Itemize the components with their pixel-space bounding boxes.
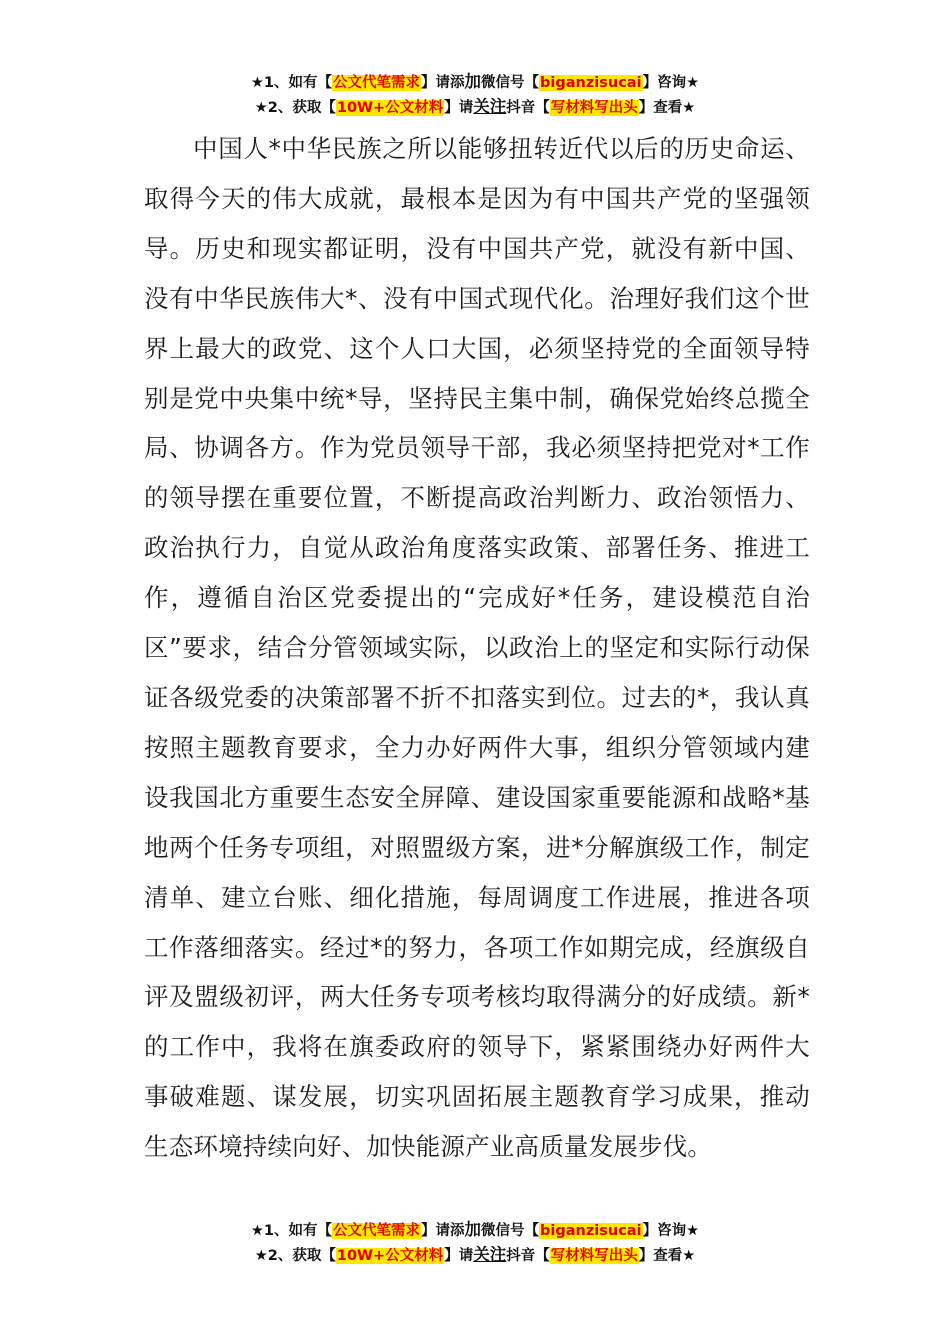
promo-line-2-mid2: 抖音【 (506, 1248, 550, 1264)
promo-line-1-suffix: 】咨询★ (642, 1223, 700, 1239)
document-body-paragraph: 中国人*中华民族之所以能够扭转近代以后的历史命运、取得今天的伟大成就，最根本是因为有中国共产党的坚强领导。历史和现实都证明，没有中国共产党，就没有新中国、没有中华民族伟大*、没有中国式现代化。治理好我们这个世界上最大的政党、这个人口大国，必须坚持党的全面领导特别是党中央集中统*导，坚持民主集中制，确保党始终总揽全局、协调各方。作为党员领导干部，我必须坚持把党对*工作的领导摆在重要位置，不断提高政治判断力、政治领悟力、政治执行力，自觉从政治角度落实政策、部署任务、推进工作，遵循自治区党委提出的“完成好*任务，建设模范自治区”要求，结合分管领域实际，以政治上的坚定和实际行动保证各级党委的决策部署不折不扣落实到位。过去的*，我认真按照主题教育要求，全力办好两件大事，组织分管领域内建设我国北方重要生态安全屏障、建设国家重要能源和战略*基地两个任务专项组，对照盟级方案，进*分解旗级工作，制定清单、建立台账、细化措施，每周调度工作进展，推进各项工作落细落实。经过*的努力，各项工作如期完成，经旗级自评及盟级初评，两大任务专项考核均取得满分的好成绩。新*的工作中，我将在旗委政府的领导下，紧紧围绕办好两件大事破难题、谋发展，切实巩固拓展主题教育学习成果，推动生态环境持续向好、加快能源产业高质量发展步伐。 (144, 134, 810, 1162)
promo-line-1-mid2: 微信号【 (481, 1223, 540, 1239)
promo-line-1-emph: 加 (464, 1220, 482, 1239)
promo-highlight-wechat-id: biganzisucai (540, 1223, 642, 1239)
promo-highlight-materials: 10W+公文材料 (336, 100, 444, 116)
promo-line-1-prefix: ★1、如有【 (250, 75, 333, 91)
promo-line-2-mid: 】请 (444, 1248, 474, 1264)
promo-footer (0, 1218, 950, 1268)
promo-highlight-douyin: 写材料写出头 (550, 100, 638, 116)
promo-highlight-service: 公文代笔需求 (333, 1223, 421, 1239)
promo-line-2 (0, 95, 950, 120)
promo-line-2-suffix: 】查看★ (638, 100, 696, 116)
promo-line-2-mid2: 抖音【 (506, 100, 550, 116)
promo-line-2-suffix: 】查看★ (638, 1248, 696, 1264)
promo-line-1-prefix: ★1、如有【 (250, 1223, 333, 1239)
promo-line-1 (0, 70, 950, 95)
promo-highlight-service: 公文代笔需求 (333, 75, 421, 91)
promo-line-1-suffix: 】咨询★ (642, 75, 700, 91)
promo-line-1 (0, 1218, 950, 1243)
promo-line-2 (0, 1243, 950, 1268)
promo-highlight-materials: 10W+公文材料 (336, 1248, 444, 1264)
promo-line-1-emph: 加 (464, 72, 482, 91)
promo-line-2-prefix: ★2、获取【 (254, 100, 336, 116)
promo-header (0, 70, 950, 120)
promo-line-2-emph: 关注 (473, 97, 507, 116)
promo-highlight-wechat-id: biganzisucai (540, 75, 642, 91)
promo-highlight-douyin: 写材料写出头 (550, 1248, 638, 1264)
promo-line-1-mid: 】请添 (421, 75, 465, 91)
promo-line-1-mid: 】请添 (421, 1223, 465, 1239)
promo-line-2-mid: 】请 (444, 100, 474, 116)
promo-line-2-prefix: ★2、获取【 (254, 1248, 336, 1264)
promo-line-2-emph: 关注 (473, 1245, 507, 1264)
promo-line-1-mid2: 微信号【 (481, 75, 540, 91)
